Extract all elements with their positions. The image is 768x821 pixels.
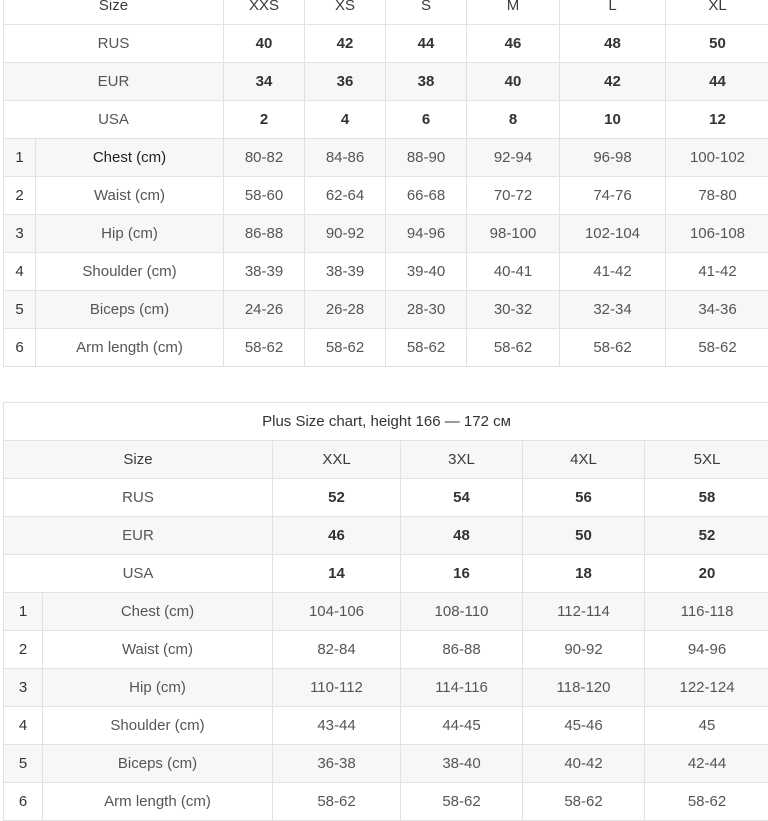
size-header-cell: S <box>386 0 467 25</box>
measurement-cell: 98-100 <box>467 215 560 253</box>
row-index: 4 <box>4 707 43 745</box>
measurement-cell: 41-42 <box>560 253 666 291</box>
conversion-cell: 38 <box>386 63 467 101</box>
conversion-cell: 8 <box>467 101 560 139</box>
size-header-cell: XS <box>305 0 386 25</box>
row-index: 5 <box>4 745 43 783</box>
measurement-label: Hip (cm) <box>36 215 224 253</box>
measurement-label: Waist (cm) <box>43 631 273 669</box>
measurement-row-biceps <box>4 291 768 329</box>
measurement-cell: 112-114 <box>523 593 645 631</box>
conversion-cell: 58 <box>645 479 768 517</box>
measurement-cell: 58-62 <box>273 783 401 821</box>
measurement-cell: 102-104 <box>560 215 666 253</box>
measurement-cell: 66-68 <box>386 177 467 215</box>
conversion-cell: 4 <box>305 101 386 139</box>
measurement-cell: 110-112 <box>273 669 401 707</box>
conversion-cell: 54 <box>401 479 523 517</box>
size-header-row <box>4 0 768 25</box>
measurement-cell: 40-41 <box>467 253 560 291</box>
measurement-cell: 108-110 <box>401 593 523 631</box>
measurement-row-arm-length <box>4 329 768 367</box>
measurement-cell: 26-28 <box>305 291 386 329</box>
measurement-cell: 42-44 <box>645 745 768 783</box>
plus-conversion-row-eur <box>4 517 768 555</box>
conversion-cell: 48 <box>560 25 666 63</box>
conversion-cell: 46 <box>467 25 560 63</box>
measurement-cell: 58-62 <box>305 329 386 367</box>
conversion-cell: 16 <box>401 555 523 593</box>
measurement-cell: 30-32 <box>467 291 560 329</box>
conversion-cell: 42 <box>560 63 666 101</box>
conversion-label: USA <box>4 101 224 139</box>
measurement-cell: 58-60 <box>224 177 305 215</box>
measurement-cell: 116-118 <box>645 593 768 631</box>
row-index: 3 <box>4 669 43 707</box>
measurement-cell: 38-39 <box>305 253 386 291</box>
measurement-cell: 74-76 <box>560 177 666 215</box>
measurement-cell: 86-88 <box>224 215 305 253</box>
size-header-cell: L <box>560 0 666 25</box>
measurement-label: Shoulder (cm) <box>36 253 224 291</box>
conversion-label: RUS <box>4 25 224 63</box>
measurement-cell: 58-62 <box>523 783 645 821</box>
plus-header-cell: XXL <box>273 441 401 479</box>
measurement-cell: 58-62 <box>467 329 560 367</box>
row-index: 2 <box>4 177 36 215</box>
row-index: 1 <box>4 139 36 177</box>
conversion-cell: 40 <box>224 25 305 63</box>
size-header-cell: XL <box>666 0 768 25</box>
measurement-label: Chest (cm) <box>43 593 273 631</box>
measurement-cell: 90-92 <box>305 215 386 253</box>
measurement-cell: 78-80 <box>666 177 768 215</box>
row-index: 3 <box>4 215 36 253</box>
measurement-cell: 58-62 <box>666 329 768 367</box>
conversion-cell: 50 <box>666 25 768 63</box>
plus-measurement-row-chest <box>4 593 768 631</box>
conversion-cell: 48 <box>401 517 523 555</box>
plus-header-label: Size <box>4 441 273 479</box>
conversion-cell: 6 <box>386 101 467 139</box>
plus-header-cell: 4XL <box>523 441 645 479</box>
conversion-cell: 36 <box>305 63 386 101</box>
conversion-cell: 52 <box>273 479 401 517</box>
conversion-cell: 42 <box>305 25 386 63</box>
measurement-cell: 82-84 <box>273 631 401 669</box>
measurement-cell: 58-62 <box>401 783 523 821</box>
plus-size-chart-table <box>3 402 768 821</box>
conversion-label: EUR <box>4 517 273 555</box>
measurement-cell: 45 <box>645 707 768 745</box>
measurement-cell: 34-36 <box>666 291 768 329</box>
conversion-cell: 44 <box>386 25 467 63</box>
measurement-cell: 100-102 <box>666 139 768 177</box>
measurement-cell: 70-72 <box>467 177 560 215</box>
plus-measurement-row-arm-length <box>4 783 768 821</box>
size-header-cell: XXS <box>224 0 305 25</box>
measurement-label: Chest (cm) <box>36 139 224 177</box>
measurement-cell: 96-98 <box>560 139 666 177</box>
conversion-label: EUR <box>4 63 224 101</box>
measurement-row-waist <box>4 177 768 215</box>
conversion-cell: 18 <box>523 555 645 593</box>
measurement-cell: 86-88 <box>401 631 523 669</box>
conversion-cell: 56 <box>523 479 645 517</box>
measurement-cell: 32-34 <box>560 291 666 329</box>
conversion-cell: 34 <box>224 63 305 101</box>
conversion-cell: 40 <box>467 63 560 101</box>
conversion-label: RUS <box>4 479 273 517</box>
measurement-cell: 58-62 <box>560 329 666 367</box>
conversion-cell: 12 <box>666 101 768 139</box>
measurement-cell: 58-62 <box>645 783 768 821</box>
plus-conversion-row-usa <box>4 555 768 593</box>
conversion-cell: 14 <box>273 555 401 593</box>
size-chart-table <box>3 0 768 367</box>
row-index: 2 <box>4 631 43 669</box>
measurement-cell: 114-116 <box>401 669 523 707</box>
measurement-cell: 58-62 <box>224 329 305 367</box>
measurement-label: Biceps (cm) <box>36 291 224 329</box>
measurement-cell: 84-86 <box>305 139 386 177</box>
measurement-row-hip <box>4 215 768 253</box>
conversion-row-usa <box>4 101 768 139</box>
row-index: 4 <box>4 253 36 291</box>
measurement-cell: 106-108 <box>666 215 768 253</box>
conversion-cell: 2 <box>224 101 305 139</box>
plus-measurement-row-shoulder <box>4 707 768 745</box>
plus-header-cell: 5XL <box>645 441 768 479</box>
measurement-cell: 92-94 <box>467 139 560 177</box>
plus-header-cell: 3XL <box>401 441 523 479</box>
row-index: 6 <box>4 783 43 821</box>
row-index: 5 <box>4 291 36 329</box>
measurement-cell: 118-120 <box>523 669 645 707</box>
measurement-cell: 41-42 <box>666 253 768 291</box>
measurement-cell: 40-42 <box>523 745 645 783</box>
conversion-cell: 50 <box>523 517 645 555</box>
conversion-cell: 52 <box>645 517 768 555</box>
conversion-row-eur <box>4 63 768 101</box>
measurement-cell: 38-40 <box>401 745 523 783</box>
conversion-cell: 46 <box>273 517 401 555</box>
conversion-label: USA <box>4 555 273 593</box>
measurement-cell: 88-90 <box>386 139 467 177</box>
plus-measurement-row-waist <box>4 631 768 669</box>
measurement-cell: 94-96 <box>645 631 768 669</box>
size-header-label: Size <box>4 0 224 25</box>
plus-measurement-row-hip <box>4 669 768 707</box>
measurement-label: Arm length (cm) <box>36 329 224 367</box>
measurement-cell: 45-46 <box>523 707 645 745</box>
measurement-label: Waist (cm) <box>36 177 224 215</box>
measurement-label: Biceps (cm) <box>43 745 273 783</box>
measurement-row-shoulder <box>4 253 768 291</box>
measurement-cell: 39-40 <box>386 253 467 291</box>
measurement-row-chest <box>4 139 768 177</box>
measurement-cell: 80-82 <box>224 139 305 177</box>
measurement-cell: 94-96 <box>386 215 467 253</box>
measurement-cell: 38-39 <box>224 253 305 291</box>
plus-conversion-row-rus <box>4 479 768 517</box>
measurement-cell: 58-62 <box>386 329 467 367</box>
measurement-cell: 43-44 <box>273 707 401 745</box>
measurement-label: Arm length (cm) <box>43 783 273 821</box>
measurement-cell: 104-106 <box>273 593 401 631</box>
measurement-cell: 44-45 <box>401 707 523 745</box>
measurement-cell: 28-30 <box>386 291 467 329</box>
conversion-row-rus <box>4 25 768 63</box>
measurement-label: Hip (cm) <box>43 669 273 707</box>
measurement-cell: 122-124 <box>645 669 768 707</box>
plus-caption-row <box>4 403 768 441</box>
measurement-label: Shoulder (cm) <box>43 707 273 745</box>
conversion-cell: 44 <box>666 63 768 101</box>
measurement-cell: 90-92 <box>523 631 645 669</box>
measurement-cell: 24-26 <box>224 291 305 329</box>
measurement-cell: 62-64 <box>305 177 386 215</box>
plus-chart-caption: Plus Size chart, height 166 — 172 см <box>4 403 768 441</box>
plus-measurement-row-biceps <box>4 745 768 783</box>
plus-header-row <box>4 441 768 479</box>
row-index: 6 <box>4 329 36 367</box>
size-header-cell: M <box>467 0 560 25</box>
conversion-cell: 10 <box>560 101 666 139</box>
row-index: 1 <box>4 593 43 631</box>
conversion-cell: 20 <box>645 555 768 593</box>
measurement-cell: 36-38 <box>273 745 401 783</box>
